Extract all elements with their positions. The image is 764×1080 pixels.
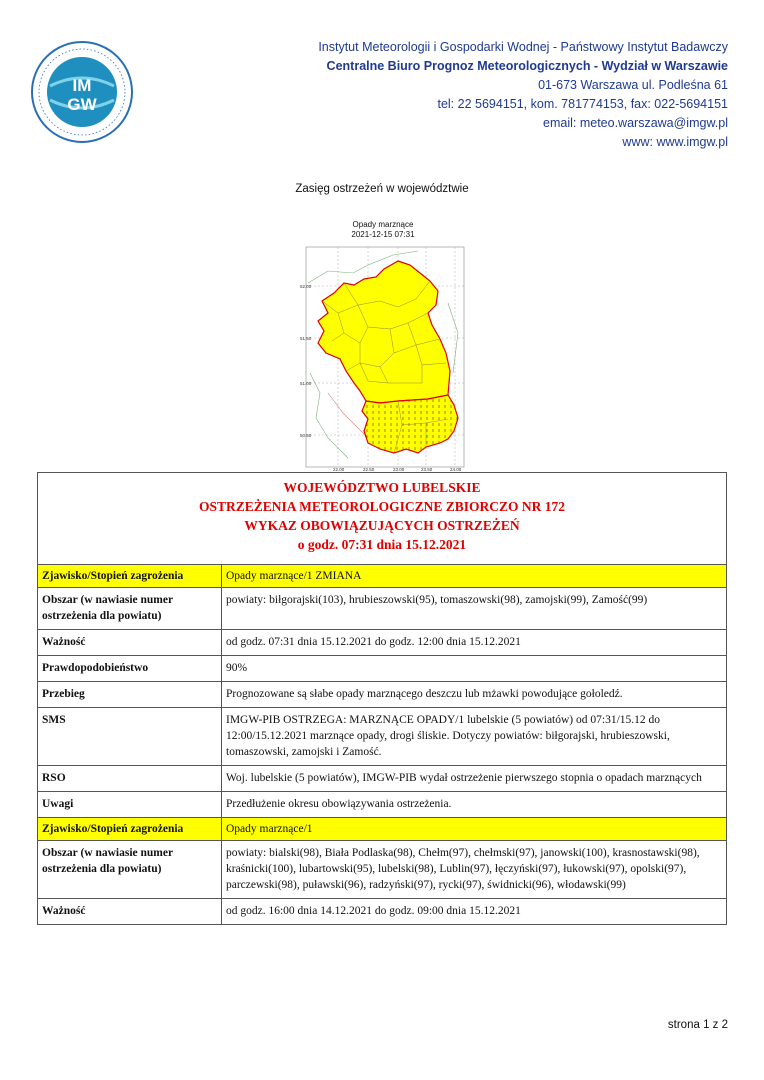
table-row bbox=[38, 708, 727, 766]
row-label: Ważność bbox=[38, 630, 222, 656]
row-label: SMS bbox=[38, 708, 222, 766]
row-value: IMGW-PIB OSTRZEGA: MARZNĄCE OPADY/1 lubelskie (5 powiatów) od 07:31/15.12 do 12:00/15.12.2021 marznące opady, drogi śliskie. Dotyczy powiatów: biłgorajski, hrubieszowski, tomaszowski, zamojski i Zamość. bbox=[222, 708, 727, 766]
row-value: Woj. lubelskie (5 powiatów), IMGW-PIB wydał ostrzeżenie pierwszego stopnia o opadach marznących bbox=[222, 766, 727, 792]
row-value: powiaty: bialski(98), Biała Podlaska(98), Chełm(97), chełmski(97), janowski(100), krasnostawski(98), kraśnicki(100), lubartowski(95), lubelski(98), Lublin(97), łęczyński(97), łukowski(97), opolski(97), parczewski(98), puławski(96), radzyński(97), rycki(97), świdnicki(96), włodawski(99) bbox=[222, 841, 727, 899]
title-line: WYKAZ OBOWIĄZUJĄCYCH OSTRZEŻEŃ bbox=[244, 518, 520, 533]
row-label: Ważność bbox=[38, 899, 222, 925]
address: 01-673 Warszawa ul. Podleśna 61 bbox=[538, 78, 728, 92]
title-line: o godz. 07:31 dnia 15.12.2021 bbox=[297, 537, 467, 552]
row-value: Opady marznące/1 ZMIANA bbox=[222, 565, 727, 588]
row-value: Opady marznące/1 bbox=[222, 818, 727, 841]
table-row bbox=[38, 841, 727, 899]
table-row bbox=[38, 682, 727, 708]
map-caption-title: Opady marznące bbox=[352, 220, 414, 229]
row-label: Zjawisko/Stopień zagrożenia bbox=[38, 565, 222, 588]
row-label: Zjawisko/Stopień zagrożenia bbox=[38, 818, 222, 841]
table-row bbox=[38, 899, 727, 925]
row-label: Uwagi bbox=[38, 792, 222, 818]
warning-table bbox=[37, 472, 727, 925]
warning-table-wrapper bbox=[37, 472, 727, 925]
row-value: od godz. 16:00 dnia 14.12.2021 do godz. 09:00 dnia 15.12.2021 bbox=[222, 899, 727, 925]
table-row bbox=[38, 818, 727, 841]
svg-text:GW: GW bbox=[67, 95, 97, 114]
page-number: strona 1 z 2 bbox=[667, 1019, 728, 1031]
title-line: OSTRZEŻENIA METEOROLOGICZNE ZBIORCZO NR 172 bbox=[198, 499, 566, 514]
institute-name: Instytut Meteorologii i Gospodarki Wodnej - Państwowy Instytut Badawczy bbox=[318, 40, 728, 54]
lat-label: 51.00 bbox=[300, 381, 312, 386]
map-caption-date: 2021-12-15 07:31 bbox=[351, 230, 415, 239]
table-title-row bbox=[38, 473, 727, 565]
row-label: Prawdopodobieństwo bbox=[38, 656, 222, 682]
department-name: Centralne Biuro Prognoz Meteorologicznych - Wydział w Warszawie bbox=[326, 59, 728, 73]
row-label: RSO bbox=[38, 766, 222, 792]
lon-label: 23.50 bbox=[421, 467, 433, 471]
lat-label: 50.50 bbox=[300, 433, 312, 438]
lon-label: 22.00 bbox=[333, 467, 345, 471]
lon-label: 24.00 bbox=[450, 467, 462, 471]
svg-text:IM: IM bbox=[72, 76, 92, 95]
table-row bbox=[38, 588, 727, 630]
table-row bbox=[38, 766, 727, 792]
email[interactable]: email: meteo.warszawa@imgw.pl bbox=[543, 116, 728, 130]
lon-label: 23.00 bbox=[393, 467, 405, 471]
row-value: 90% bbox=[222, 656, 727, 682]
row-value: Prognozowane są słabe opady marznącego deszczu lub mżawki powodujące gołoledź. bbox=[222, 682, 727, 708]
lat-label: 52.00 bbox=[300, 284, 312, 289]
row-value: od godz. 07:31 dnia 15.12.2021 do godz. 12:00 dnia 15.12.2021 bbox=[222, 630, 727, 656]
table-row bbox=[38, 565, 727, 588]
table-title bbox=[38, 473, 727, 565]
row-label: Obszar (w nawiasie numer ostrzeżenia dla powiatu) bbox=[38, 841, 222, 899]
row-label: Przebieg bbox=[38, 682, 222, 708]
row-value: Przedłużenie okresu obowiązywania ostrzeżenia. bbox=[222, 792, 727, 818]
imgw-logo bbox=[30, 40, 134, 144]
map-caption bbox=[328, 220, 438, 240]
table-row bbox=[38, 656, 727, 682]
website[interactable]: www: www.imgw.pl bbox=[622, 135, 728, 149]
row-value: powiaty: biłgorajski(103), hrubieszowski(95), tomaszowski(98), zamojski(99), Zamość(99) bbox=[222, 588, 727, 630]
lat-label: 51.50 bbox=[300, 336, 312, 341]
warning-map bbox=[298, 243, 470, 471]
map-section-title: Zasięg ostrzeżeń w województwie bbox=[295, 183, 469, 195]
table-row bbox=[38, 630, 727, 656]
table-row bbox=[38, 792, 727, 818]
lon-label: 22.50 bbox=[363, 467, 375, 471]
row-label: Obszar (w nawiasie numer ostrzeżenia dla powiatu) bbox=[38, 588, 222, 630]
institute-header bbox=[318, 38, 728, 152]
phone: tel: 22 5694151, kom. 781774153, fax: 022-5694151 bbox=[437, 97, 728, 111]
title-line: WOJEWÓDZTWO LUBELSKIE bbox=[283, 480, 481, 495]
